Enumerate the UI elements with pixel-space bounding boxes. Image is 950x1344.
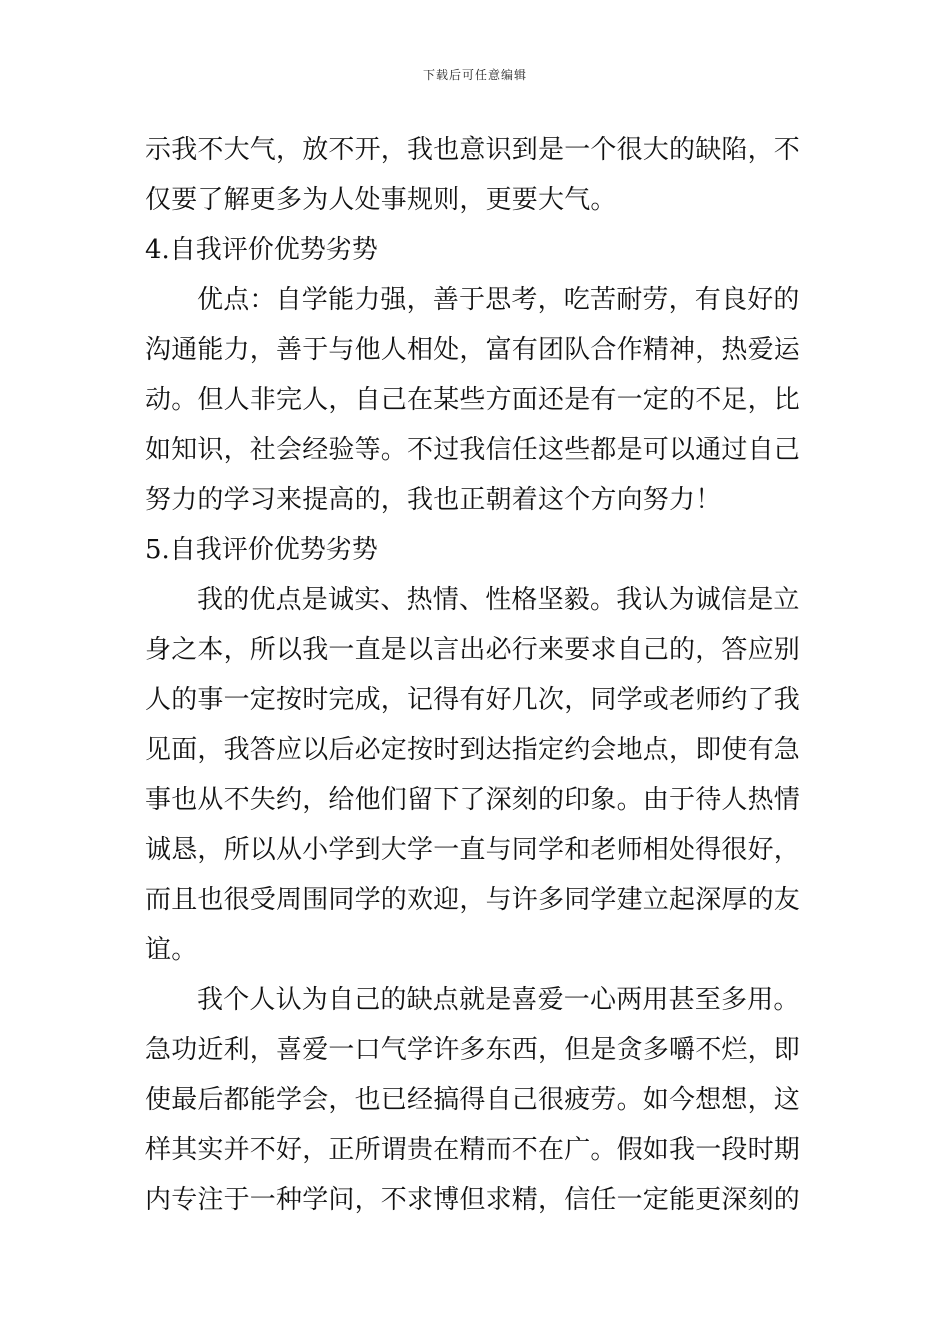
- text-line: 努力的学习来提高的，我也正朝着这个方向努力！: [145, 485, 722, 515]
- paragraph-start: 我的优点是诚实、热情、性格坚毅。我认为诚信是立: [197, 585, 800, 615]
- text-line: 谊。: [145, 935, 198, 965]
- document-body: [145, 125, 807, 1225]
- text-line: 急功近利，喜爱一口气学许多东西，但是贪多嚼不烂，即: [145, 1035, 801, 1065]
- text-line: 使最后都能学会，也已经搞得自己很疲劳。如今想想，这: [145, 1085, 801, 1115]
- text-line: 而且也很受周围同学的欢迎，与许多同学建立起深厚的友: [145, 885, 801, 915]
- text-line: 见面，我答应以后必定按时到达指定约会地点，即使有急: [145, 735, 801, 765]
- section-heading-4: 4.自我评价优势劣势: [145, 235, 378, 265]
- text-line: 仅要了解更多为人处事规则，更要大气。: [145, 185, 617, 215]
- paragraph-start: 优点：自学能力强，善于思考，吃苦耐劳，有良好的: [197, 285, 800, 315]
- section-heading-5: 5.自我评价优势劣势: [145, 535, 378, 565]
- text-line: 如知识，社会经验等。不过我信任这些都是可以通过自己: [145, 435, 801, 465]
- text-line: 诚恳，所以从小学到大学一直与同学和老师相处得很好，: [145, 835, 801, 865]
- page-header: 下载后可任意编辑: [422, 68, 527, 82]
- text-line: 内专注于一种学问，不求博但求精，信任一定能更深刻的: [145, 1185, 801, 1215]
- text-line: 人的事一定按时完成，记得有好几次，同学或老师约了我: [145, 685, 801, 715]
- text-line: 事也从不失约，给他们留下了深刻的印象。由于待人热情: [145, 785, 801, 815]
- text-line: 示我不大气，放不开，我也意识到是一个很大的缺陷，不: [145, 135, 801, 165]
- text-line: 动。但人非完人，自己在某些方面还是有一定的不足，比: [145, 385, 801, 415]
- text-line: 样其实并不好，正所谓贵在精而不在广。假如我一段时期: [145, 1135, 801, 1165]
- paragraph-start: 我个人认为自己的缺点就是喜爱一心两用甚至多用。: [197, 985, 800, 1015]
- text-line: 沟通能力，善于与他人相处，富有团队合作精神，热爱运: [145, 335, 801, 365]
- text-line: 身之本，所以我一直是以言出必行来要求自己的，答应别: [145, 635, 801, 665]
